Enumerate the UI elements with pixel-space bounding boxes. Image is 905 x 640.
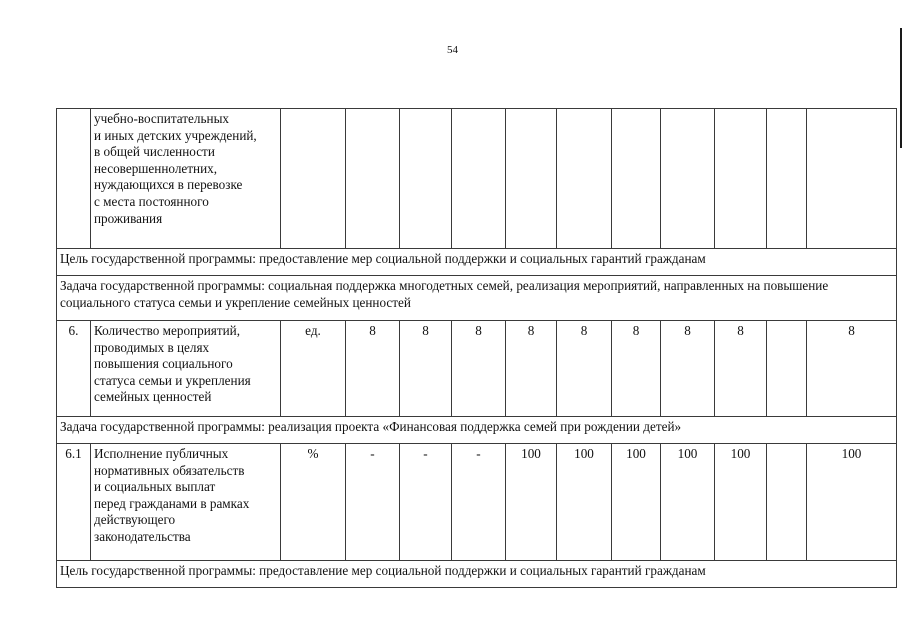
value-cell: - [400,444,452,561]
value-cell: 8 [506,321,557,417]
indicator-name: Исполнение публичных нормативных обязательств и социальных выплат перед гражданами в рамках действующего законодательства [91,444,281,561]
indicator-name: учебно-воспитательных и иных детских учреждений, в общей численности несовершеннолетних, нуждающихся в перевозке с места постоянного проживания [91,109,281,249]
indicator-row [57,444,897,561]
value-cell: - [346,444,400,561]
section-row [57,249,897,276]
section-heading: Цель государственной программы: предоставление мер социальной поддержки и социальных гарантий гражданам [57,249,897,276]
row-number: 6.1 [57,444,91,561]
value-cell [661,109,715,249]
value-cell: 100 [661,444,715,561]
section-row [57,276,897,321]
value-cell [452,109,506,249]
value-cell [767,444,807,561]
value-cell: 8 [807,321,897,417]
unit-cell [281,109,346,249]
value-cell: 8 [557,321,612,417]
value-cell: 8 [400,321,452,417]
unit-cell: ед. [281,321,346,417]
value-cell [767,109,807,249]
indicators-table [56,108,897,588]
value-cell: - [452,444,506,561]
value-cell: 8 [346,321,400,417]
row-number [57,109,91,249]
section-row [57,561,897,588]
indicator-row [57,321,897,417]
section-heading: Задача государственной программы: социальная поддержка многодетных семей, реализация мероприятий, направленных на повышение социального статуса семьи и укрепление семейных ценностей [57,276,897,321]
value-cell: 8 [661,321,715,417]
value-cell [767,321,807,417]
page-number: 54 [447,44,458,56]
value-cell [400,109,452,249]
value-cell: 100 [807,444,897,561]
value-cell: 100 [506,444,557,561]
unit-cell: % [281,444,346,561]
value-cell [612,109,661,249]
section-row [57,417,897,444]
value-cell [807,109,897,249]
section-heading: Цель государственной программы: предоставление мер социальной поддержки и социальных гарантий гражданам [57,561,897,588]
value-cell: 8 [715,321,767,417]
value-cell [346,109,400,249]
indicator-name: Количество мероприятий, проводимых в целях повышения социального статуса семьи и укрепления семейных ценностей [91,321,281,417]
indicator-row [57,109,897,249]
value-cell: 8 [612,321,661,417]
value-cell [506,109,557,249]
value-cell: 100 [612,444,661,561]
value-cell: 100 [715,444,767,561]
value-cell: 8 [452,321,506,417]
value-cell: 100 [557,444,612,561]
row-number: 6. [57,321,91,417]
value-cell [557,109,612,249]
section-heading: Задача государственной программы: реализация проекта «Финансовая поддержка семей при рождении детей» [57,417,897,444]
value-cell [715,109,767,249]
